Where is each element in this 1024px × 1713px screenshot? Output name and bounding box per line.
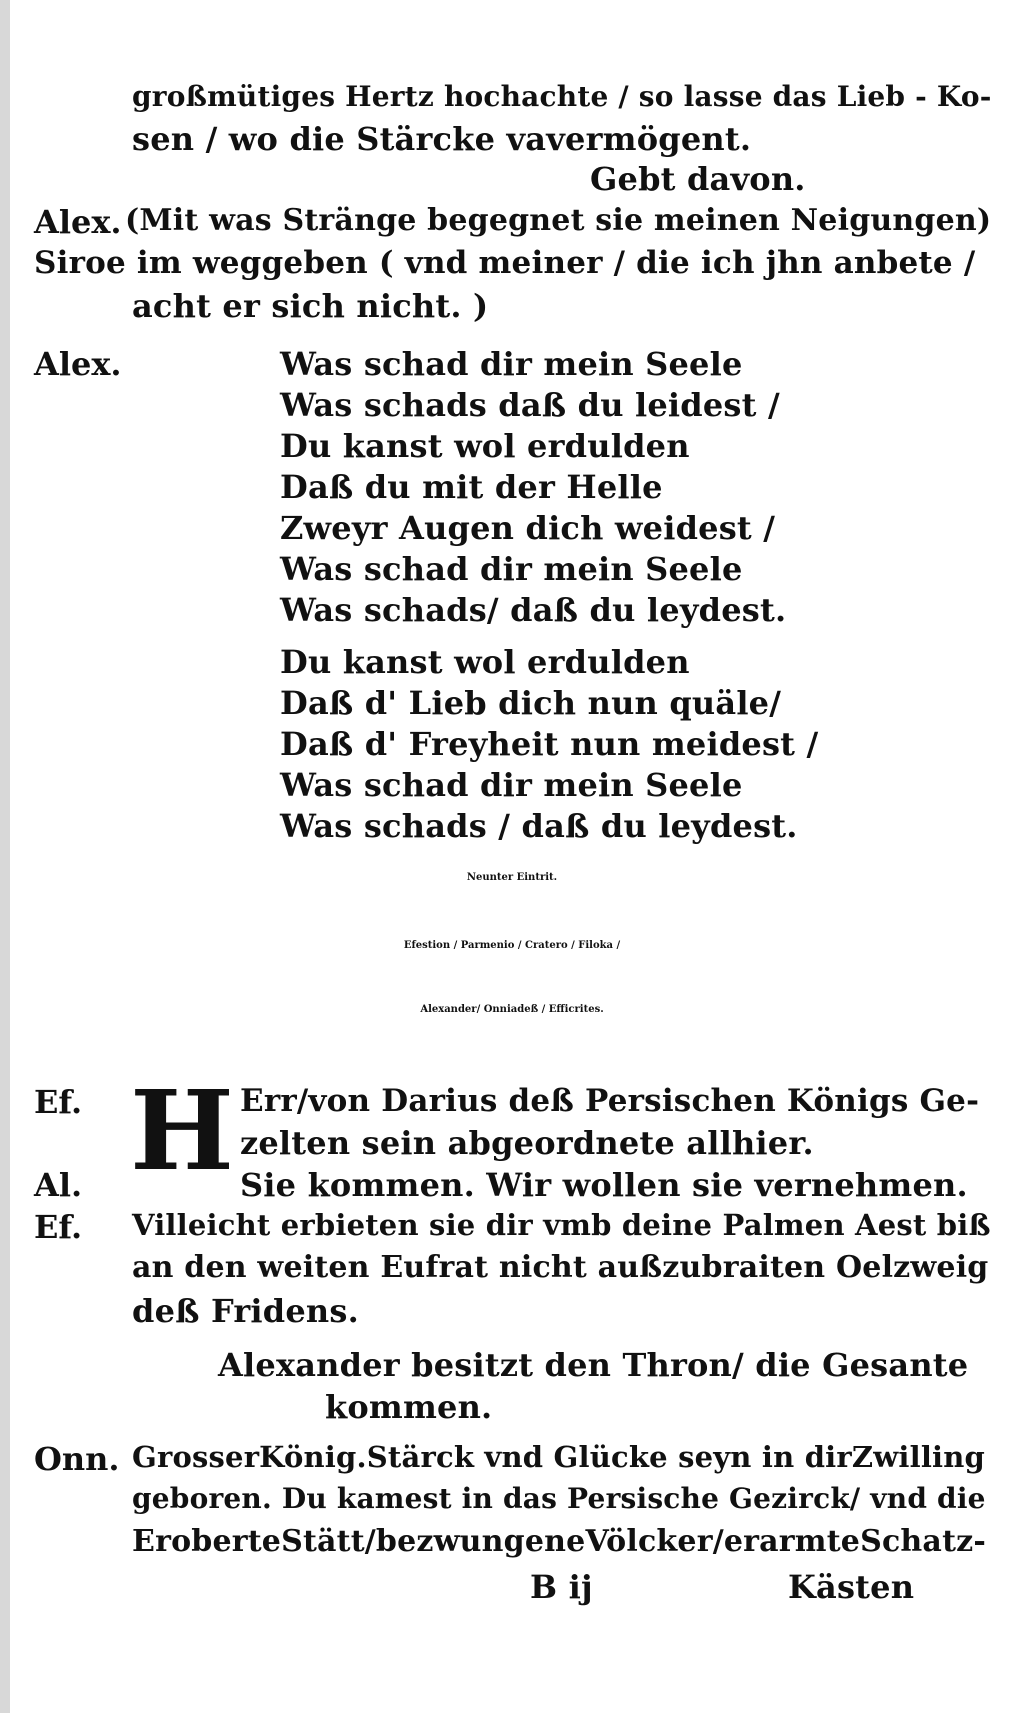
speaker-label: Al.	[34, 1166, 83, 1204]
text-line: GrosserKönig.Stärck vnd Glücke seyn in dirZwilling	[132, 1440, 986, 1474]
scene-title: Neunter Eintrit.	[466, 872, 558, 883]
text-line: großmütiges Hertz hochachte / so lasse das Lieb - Ko-	[132, 80, 992, 113]
verse-line: Daß d' Freyheit nun meidest /	[280, 725, 819, 763]
verse-line: Zweyr Augen dich weidest /	[280, 509, 776, 547]
verse-line: Was schads / daß du leydest.	[280, 807, 798, 845]
text-line: geboren. Du kamest in das Persische Gezirck/ vnd die	[132, 1482, 986, 1515]
speaker-label: Alex.	[34, 203, 122, 241]
cast-list: Efestion / Parmenio / Cratero / Filoka /	[403, 940, 621, 951]
stage-direction: Gebt davon.	[590, 160, 806, 198]
text-line: Siroe im weggeben ( vnd meiner / die ich jhn anbete /	[34, 245, 976, 281]
verse-line: Du kanst wol erdulden	[280, 643, 690, 681]
verse-line: Daß d' Lieb dich nun quäle/	[280, 684, 782, 722]
verse-line: Was schad dir mein Seele	[280, 550, 743, 588]
stage-direction: Alexander besitzt den Thron/ die Gesante	[218, 1346, 969, 1384]
decorated-initial: H	[130, 1066, 234, 1195]
text-line: Villeicht erbieten sie dir vmb deine Palmen Aest biß	[132, 1208, 991, 1242]
verse-line: Daß du mit der Helle	[280, 468, 663, 506]
verse-line: Was schad dir mein Seele	[280, 345, 743, 383]
scan-edge	[0, 0, 10, 1713]
verse-line: Was schads daß du leidest /	[280, 386, 780, 424]
stage-direction: kommen.	[325, 1388, 493, 1426]
speaker-label: Alex.	[34, 345, 122, 383]
speaker-label: Ef.	[34, 1083, 83, 1121]
text-line: Err/von Darius deß Persischen Königs Ge-	[240, 1083, 980, 1119]
verse-line: Was schad dir mein Seele	[280, 766, 743, 804]
text-line: (Mit was Stränge begegnet sie meinen Neigungen)	[125, 203, 992, 238]
speaker-label: Onn.	[34, 1440, 120, 1478]
text-line: Sie kommen. Wir wollen sie vernehmen.	[240, 1166, 968, 1204]
text-line: zelten sein abgeordnete allhier.	[240, 1124, 814, 1162]
text-line: sen / wo die Stärcke vavermögent.	[132, 120, 752, 158]
text-line: an den weiten Eufrat nicht außzubraiten Oelzweig	[132, 1250, 989, 1285]
text-line: acht er sich nicht. )	[132, 287, 489, 325]
verse-line: Was schads/ daß du leydest.	[280, 591, 787, 629]
signature-mark: B ij	[530, 1568, 593, 1606]
text-line: EroberteStätt/bezwungeneVölcker/erarmteSchatz-	[132, 1524, 987, 1559]
verse-line: Du kanst wol erdulden	[280, 427, 690, 465]
speaker-label: Ef.	[34, 1208, 83, 1246]
text-line: deß Fridens.	[132, 1292, 359, 1330]
catchword: Kästen	[788, 1568, 915, 1606]
cast-list: Alexander/ Onniadeß / Efficrites.	[420, 1004, 604, 1015]
